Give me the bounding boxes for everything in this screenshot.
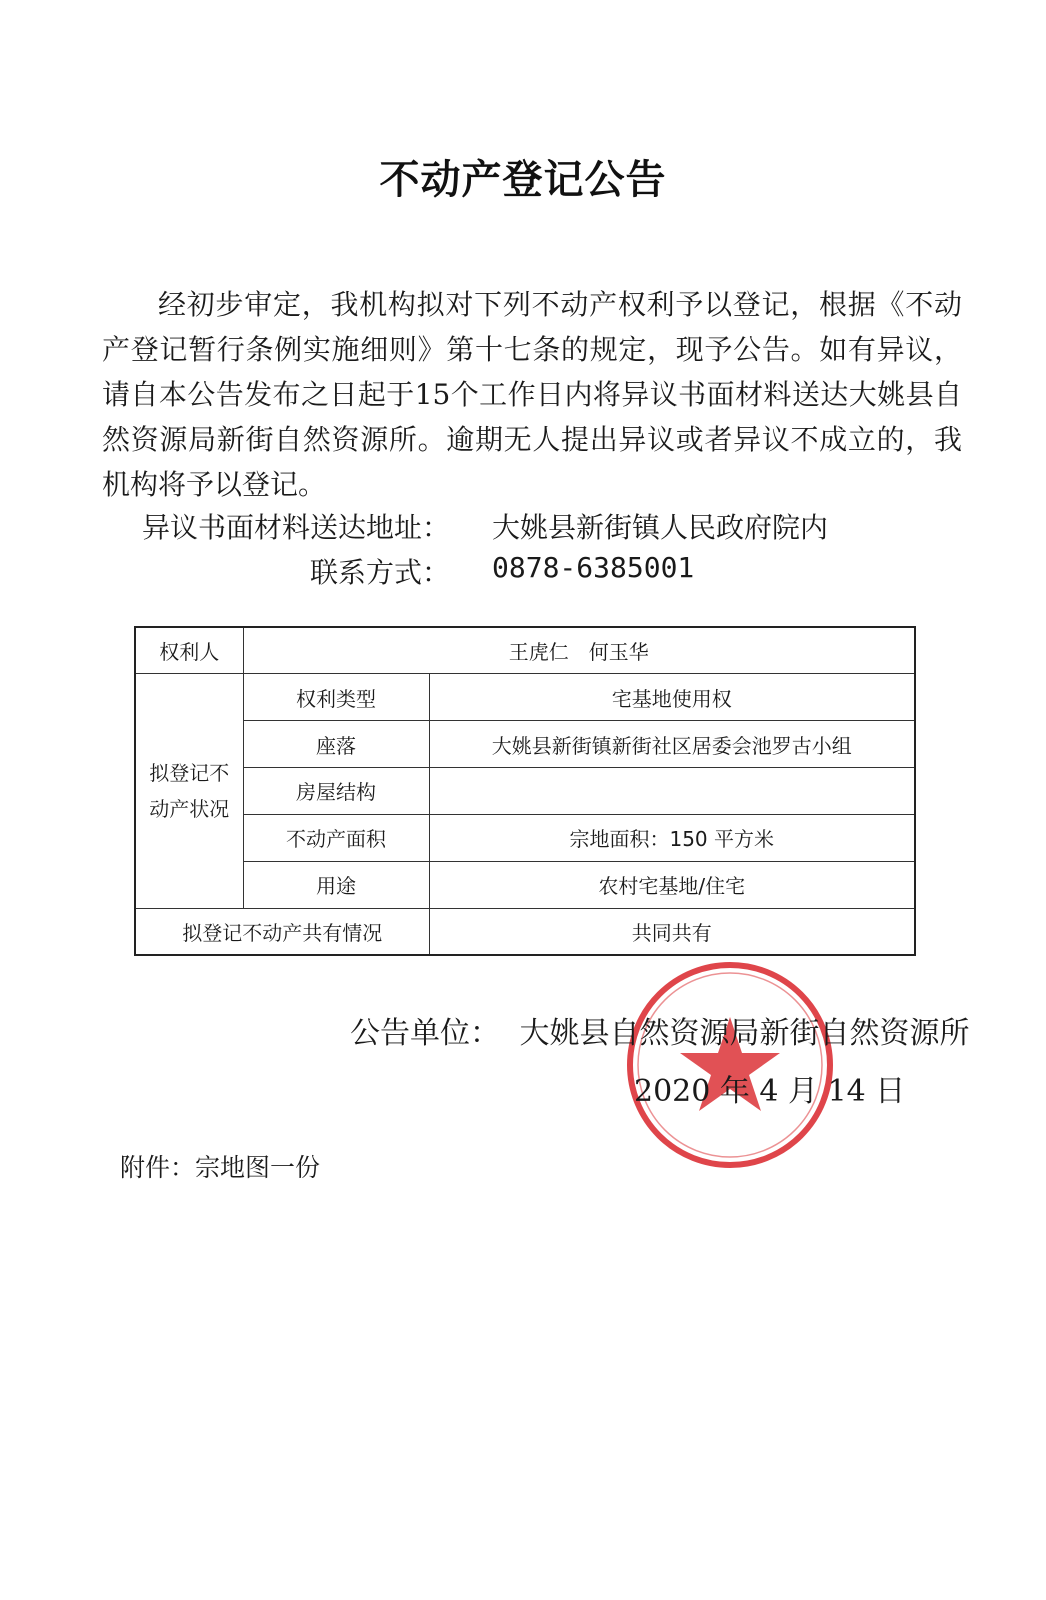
issuing-unit-label: 公告单位： xyxy=(350,1016,500,1051)
issuing-unit xyxy=(350,1008,970,1052)
objection-address-label: 异议书面材料送达地址： xyxy=(141,511,450,544)
row-label-area: 不动产面积 xyxy=(243,814,429,861)
row-value-usage: 农村宅基地/住宅 xyxy=(429,861,915,908)
table-row xyxy=(135,814,915,861)
attachment-note: 附件：宗地图一份 xyxy=(120,1153,321,1182)
table-row xyxy=(135,908,915,955)
contact-label: 联系方式： xyxy=(309,556,450,589)
contact-value: 0878-6385001 xyxy=(492,551,695,584)
table-row xyxy=(135,627,915,674)
co-ownership-value: 共同共有 xyxy=(429,908,915,955)
page-title: 不动产登记公告 xyxy=(379,157,667,203)
right-holder-label: 权利人 xyxy=(135,627,243,674)
row-value-right-type: 宅基地使用权 xyxy=(429,674,915,721)
table-row xyxy=(135,768,915,815)
contact-row xyxy=(0,551,1046,591)
row-value-structure xyxy=(429,768,915,815)
row-label-structure: 房屋结构 xyxy=(243,768,429,815)
table-row xyxy=(135,861,915,908)
table-row xyxy=(135,721,915,768)
row-label-usage: 用途 xyxy=(243,861,429,908)
registration-table xyxy=(134,626,916,956)
property-status-label: 拟登记不动产状况 xyxy=(135,674,243,908)
row-label-right-type: 权利类型 xyxy=(243,674,429,721)
notice-body: 经初步审定，我机构拟对下列不动产权利予以登记，根据《不动产登记暂行条例实施细则》第十七条的规定，现予公告。如有异议，请自本公告发布之日起于15个工作日内将异议书面材料送达大姚县自然资源局新街自然资源所。逾期无人提出异议或者异议不成立的，我机构将予以登记。 xyxy=(102,288,962,501)
objection-address-row xyxy=(0,506,1046,546)
star-seal-icon xyxy=(620,955,840,1175)
objection-address-value: 大姚县新街镇人民政府院内 xyxy=(492,511,829,544)
row-label-location: 座落 xyxy=(243,721,429,768)
row-value-area: 宗地面积：150 平方米 xyxy=(429,814,915,861)
issuing-unit-value: 大姚县自然资源局新街自然资源所 xyxy=(519,1016,970,1051)
issue-date: 2020 年 4 月 14 日 xyxy=(634,1074,906,1109)
table-row xyxy=(135,674,915,721)
co-ownership-label: 拟登记不动产共有情况 xyxy=(135,908,429,955)
right-holder-value: 王虎仁 何玉华 xyxy=(243,627,915,674)
row-value-location: 大姚县新街镇新街社区居委会池罗古小组 xyxy=(429,721,915,768)
